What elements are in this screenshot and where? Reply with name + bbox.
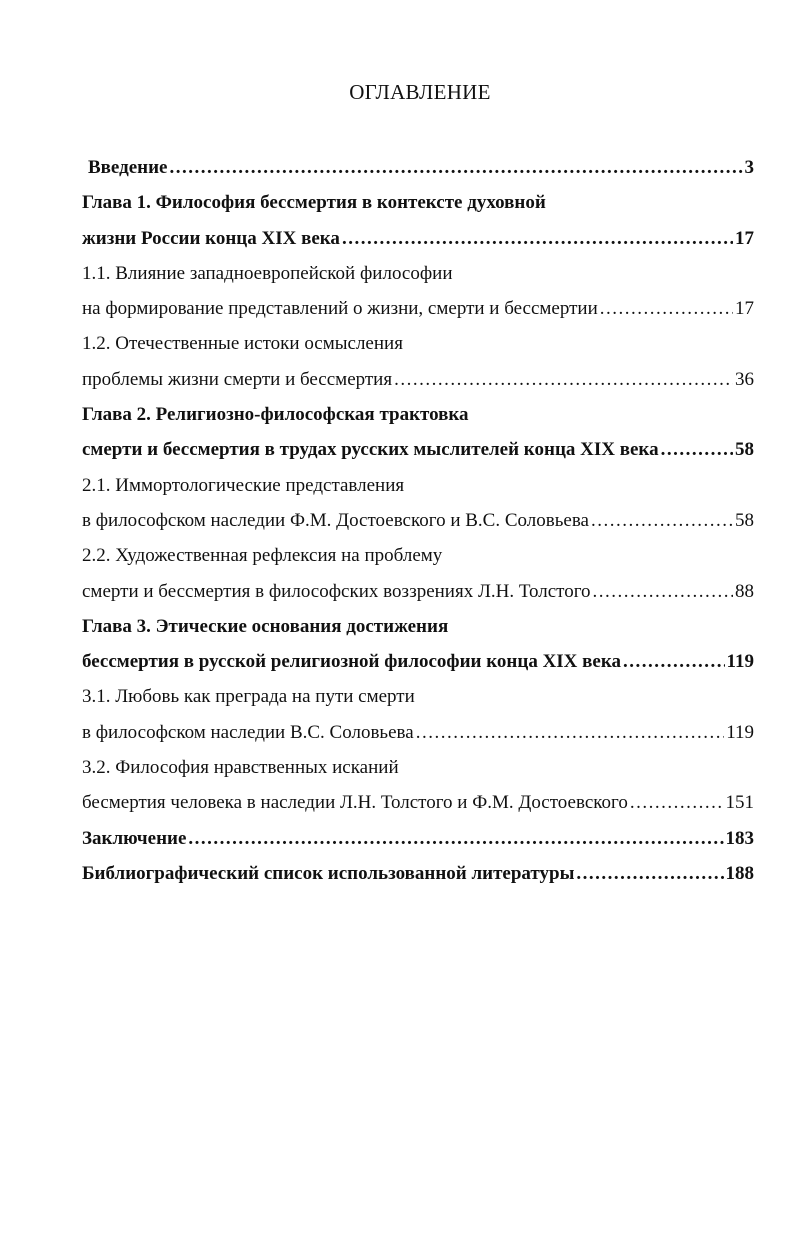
toc-entry xyxy=(82,644,754,679)
toc-entry-page-number: 58 xyxy=(735,509,754,531)
toc-entry xyxy=(82,221,754,256)
toc-entry-title: в философском наследии Ф.М. Достоевского и В.С. Соловьева xyxy=(82,509,589,531)
dot-leader xyxy=(600,291,733,326)
toc-entry-page-number: 88 xyxy=(735,580,754,602)
dot-leader xyxy=(576,856,723,891)
dot-leader xyxy=(342,221,733,256)
dot-leader xyxy=(661,432,733,467)
toc-entry-title: Библиографический список использованной литературы xyxy=(82,862,575,884)
toc-entry-page-number: 3 xyxy=(744,157,754,178)
toc-entry xyxy=(82,150,754,185)
toc-entry xyxy=(82,468,754,503)
toc-entry xyxy=(82,432,754,467)
toc-entry-title: смерти и бессмертия в философских воззрениях Л.Н. Толстого xyxy=(82,580,591,602)
toc-entry xyxy=(82,256,754,291)
toc-entry-title: жизни России конца XIX века xyxy=(82,227,340,249)
toc-entry-title: Глава 3. Этические основания достижения xyxy=(82,615,449,637)
toc-entry-page-number: 151 xyxy=(725,792,754,814)
dot-leader xyxy=(170,150,743,185)
toc-entry xyxy=(82,856,754,891)
toc-entry-title: Глава 1. Философия бессмертия в контексте духовной xyxy=(82,192,546,214)
toc-entry-page-number: 119 xyxy=(726,651,754,673)
dot-leader xyxy=(591,503,733,538)
toc-entry-title: 3.1. Любовь как преграда на пути смерти xyxy=(82,686,415,708)
table-of-contents xyxy=(82,150,754,891)
page-title: ОГЛАВЛЕНИЕ xyxy=(349,80,491,104)
dot-leader xyxy=(188,821,723,856)
toc-entry-page-number: 58 xyxy=(735,439,754,461)
toc-entry xyxy=(82,785,754,820)
toc-entry xyxy=(82,397,754,432)
toc-entry-title: смерти и бессмертия в трудах русских мыслителей конца XIX века xyxy=(82,439,659,461)
toc-entry xyxy=(82,538,754,573)
toc-entry xyxy=(82,750,754,785)
toc-entry-title: на формирование представлений о жизни, смерти и бессмертии xyxy=(82,298,598,320)
toc-entry xyxy=(82,362,754,397)
toc-entry-title: 2.1. Иммортологические представления xyxy=(82,474,405,496)
toc-entry-title: бессмертия в русской религиозной философии конца XIX века xyxy=(82,651,622,673)
toc-entry-title: Введение xyxy=(88,157,168,178)
toc-entry xyxy=(82,609,754,644)
dot-leader xyxy=(630,785,724,820)
toc-entry-page-number: 17 xyxy=(735,298,754,320)
toc-entry-page-number: 36 xyxy=(735,368,754,390)
dot-leader xyxy=(623,644,725,679)
toc-entry xyxy=(82,291,754,326)
dot-leader xyxy=(394,362,733,397)
toc-entry-title: Заключение xyxy=(82,827,187,849)
toc-entry-page-number: 183 xyxy=(725,827,754,849)
toc-entry xyxy=(82,821,754,856)
toc-entry xyxy=(82,503,754,538)
toc-entry-page-number: 17 xyxy=(735,227,754,249)
toc-entry-title: 1.2. Отечественные истоки осмысления xyxy=(82,333,403,355)
toc-entry-page-number: 119 xyxy=(726,721,754,743)
toc-entry xyxy=(82,185,754,220)
toc-entry-title: бесмертия человека в наследии Л.Н. Толстого и Ф.М. Достоевского xyxy=(82,792,628,814)
toc-entry-title: 3.2. Философия нравственных исканий xyxy=(82,757,399,779)
toc-entry xyxy=(82,574,754,609)
toc-entry xyxy=(82,679,754,714)
toc-entry xyxy=(82,326,754,361)
toc-entry-page-number: 188 xyxy=(725,862,754,884)
toc-entry-title: 1.1. Влияние западноевропейской философии xyxy=(82,262,453,284)
toc-entry-title: проблемы жизни смерти и бессмертия xyxy=(82,368,393,390)
toc-entry-title: в философском наследии В.С. Соловьева xyxy=(82,721,414,743)
toc-entry-title: 2.2. Художественная рефлексия на проблему xyxy=(82,545,443,567)
toc-entry xyxy=(82,715,754,750)
dot-leader xyxy=(416,715,725,750)
dot-leader xyxy=(593,574,733,609)
toc-entry-title: Глава 2. Религиозно-философская трактовка xyxy=(82,404,469,426)
